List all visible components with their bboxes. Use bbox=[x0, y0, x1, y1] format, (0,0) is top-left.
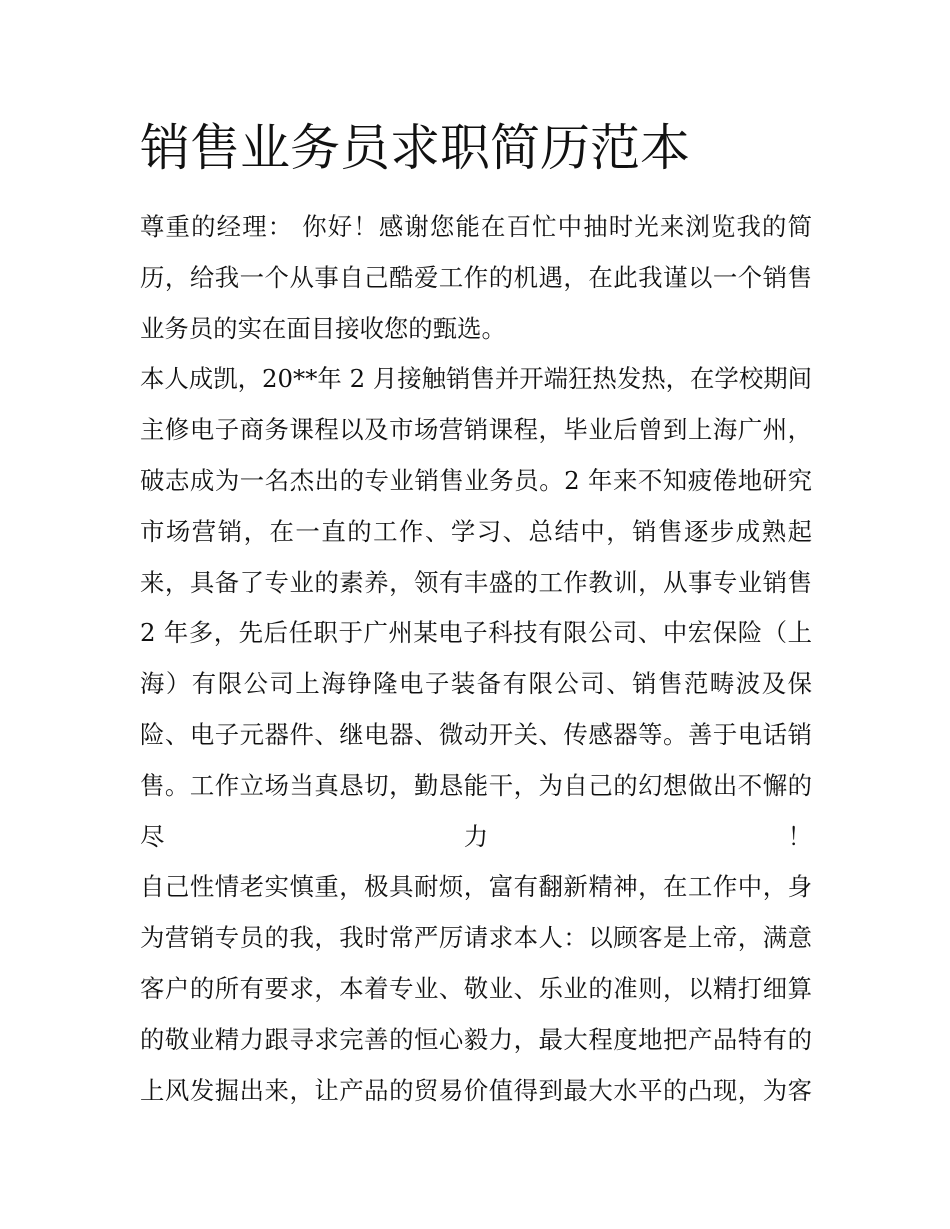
text-line: 的敬业精力跟寻求完善的恒心毅力，最大程度地把产品特有的 bbox=[140, 1024, 812, 1054]
text-line: 客户的所有要求，本着专业、敬业、乐业的准则，以精打细算 bbox=[140, 973, 812, 1003]
text-line: 尊重的经理： 你好！感谢您能在百忙中抽时光来浏览我的简 bbox=[140, 212, 812, 241]
text-line: 自己性情老实慎重，极具耐烦，富有翻新精神，在工作中，身 bbox=[140, 872, 812, 902]
page-title: 销售业务员求职简历范本 bbox=[140, 119, 690, 177]
paragraph-personality bbox=[140, 862, 812, 1116]
paragraph-greeting bbox=[140, 202, 812, 354]
text-line: 业务员的实在面目接收您的甄选。 bbox=[140, 313, 506, 343]
document-body bbox=[140, 202, 812, 1116]
text-line: 为营销专员的我，我时常严厉请求本人：以顾客是上帝，满意 bbox=[140, 923, 812, 953]
text-line: 上风发掘出来，让产品的贸易价值得到最大水平的凸现，为客 bbox=[140, 1075, 812, 1105]
paragraph-experience bbox=[140, 354, 812, 862]
text-line: 市场营销，在一直的工作、学习、总结中，销售逐步成熟起 bbox=[140, 516, 812, 546]
text-line: 主修电子商务课程以及市场营销课程，毕业后曾到上海广州， bbox=[140, 415, 812, 445]
text-line: 破志成为一名杰出的专业销售业务员。2 年来不知疲倦地研究 bbox=[140, 465, 812, 495]
text-line: 尽力！ bbox=[140, 821, 812, 851]
text-line: 险、电子元器件、继电器、微动开关、传感器等。善于电话销 bbox=[140, 719, 812, 749]
text-line: 2 年多，先后任职于广州某电子科技有限公司、中宏保险（上 bbox=[140, 618, 812, 648]
text-line: 海）有限公司上海铮隆电子装备有限公司、销售范畴波及保 bbox=[140, 669, 812, 699]
text-line: 售。工作立场当真恳切，勤恳能干，为自己的幻想做出不懈的 bbox=[140, 770, 812, 800]
text-line: 来，具备了专业的素养，领有丰盛的工作教训，从事专业销售 bbox=[140, 567, 812, 597]
text-line: 本人成凯，20**年 2 月接触销售并开端狂热发热，在学校期间 bbox=[140, 364, 812, 394]
text-line: 历，给我一个从事自己酷爱工作的机遇，在此我谨以一个销售 bbox=[140, 262, 812, 292]
